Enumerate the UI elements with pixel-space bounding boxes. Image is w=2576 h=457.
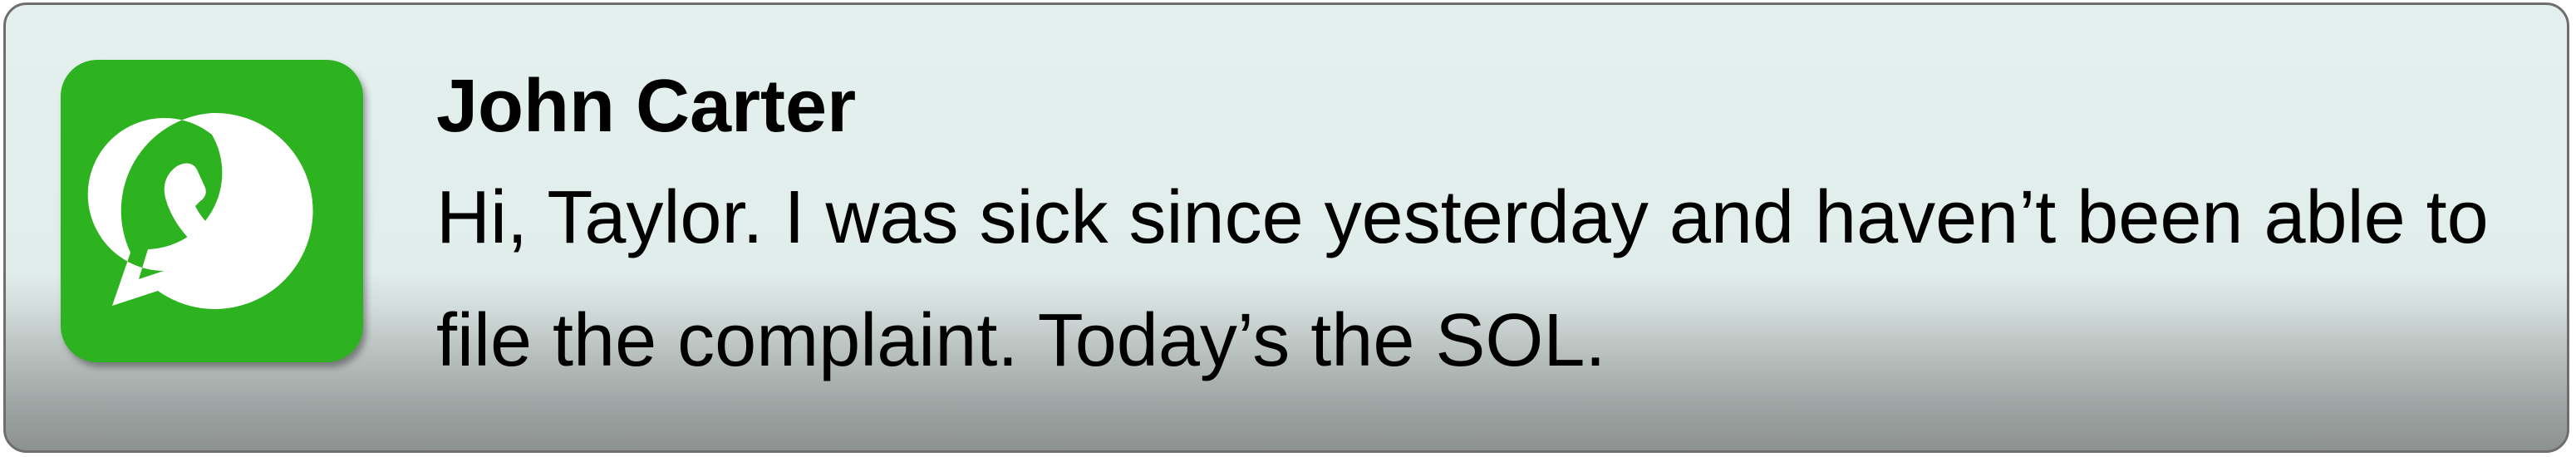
message-notification[interactable] <box>3 2 2569 453</box>
sender-name: John Carter <box>436 65 857 148</box>
whatsapp-icon <box>61 60 363 362</box>
message-text: Hi, Taylor. I was sick since yesterday and haven’t been able to file the complaint. Today’s the SOL. <box>436 176 2489 382</box>
